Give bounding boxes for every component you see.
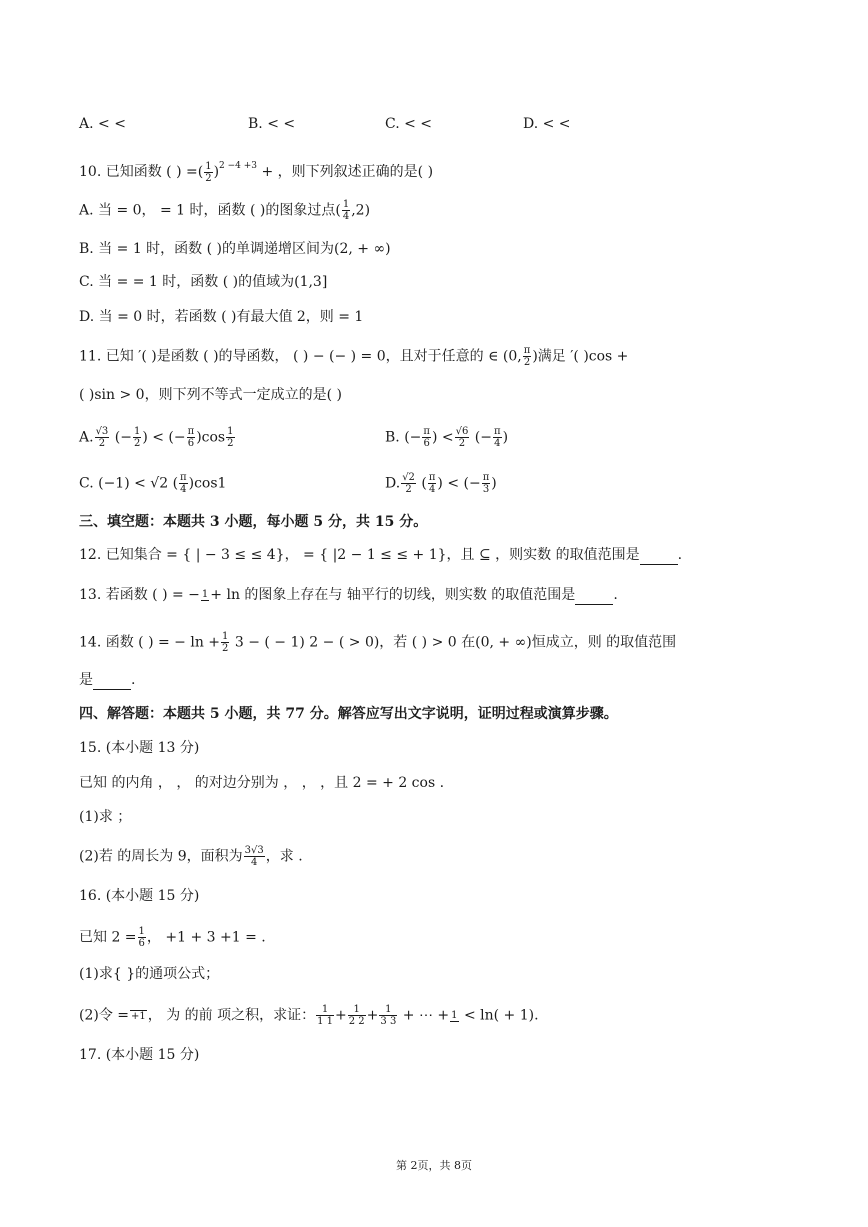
q14-answer-blank <box>93 675 131 690</box>
q11-option-b: B. (− $\frac{\pi}{6}$ ) < $\frac{√6}{2}$ (− $\frac{\pi}{4}$ ) <box>385 426 509 449</box>
q9-option-c: C. < < <box>385 116 433 132</box>
q14-line1: 14. 函数 ( ) = − ln + $\frac{1}{2}$ 3 − ( − 1) 2 − ( > 0)，若 ( ) > 0 在(0, + ∞)恒成立，则 的取值范围 <box>79 631 677 654</box>
q17-heading: 17. (本小题 15 分) <box>79 1047 200 1063</box>
q15-stem: 已知 的内角 ， ， 的对边分别为 ， ， ，且 2 = + 2 cos . <box>79 775 445 791</box>
q10-option-c: C. 当 = = 1 时，函数 ( )的值域为(1,3] <box>79 274 328 290</box>
q16-part2: (2)令 = +1 ， 为 的前 项之积，求证： $\frac{1}{1 1}$ + $\frac{1}{2 2}$ + $\frac{1}{3 3}$ + ⋯ + 1 < ln( + 1). <box>79 1004 539 1027</box>
q10-stem: 10. 已知函数 ( ) =( $\frac{1}{2}$ )$^{2 -4 +3}$ + ，则下列叙述正确的是( ) <box>79 160 434 184</box>
q11-stem-line2: ( )sin > 0，则下列不等式一定成立的是( ) <box>79 387 342 403</box>
q11-option-d: D. $\frac{√2}{2}$ ( $\frac{\pi}{4}$ ) < (− $\frac{\pi}{3}$ ) <box>385 472 497 495</box>
q15-part1: (1)求 ； <box>79 809 132 825</box>
section-fill-in-heading: 三、填空题：本题共 3 小题，每小题 5 分，共 15 分。 <box>79 514 428 530</box>
q12-answer-blank <box>640 550 678 565</box>
q15-part2: (2)若 的周长为 9，面积为 $\frac{3√3}{4}$ ，求 . <box>79 845 303 868</box>
q9-option-a: A. < < <box>79 116 126 132</box>
q12: 12. 已知集合 = { | − 3 ≤ ≤ 4}， = { |2 − 1 ≤ ≤ + 1}，且 ⊆ ，则实数 的取值范围是 . <box>79 547 683 563</box>
q11-option-c: C. (−1) < √2 ( $\frac{\pi}{4}$ )cos1 <box>79 472 227 495</box>
page-footer: 第 2页，共 8页 <box>396 1159 472 1172</box>
q11-stem-line1: 11. 已知 ′( )是函数 ( )的导函数， ( ) − (− ) = 0，且对于任意的 ∈ (0, $\frac{\pi}{2}$ )满足 ′( )cos + <box>79 345 629 368</box>
q16-stem: 已知 2 = $\frac{1}{6}$ ， +1 + 3 +1 = . <box>79 926 266 949</box>
q10-option-d: D. 当 = 0 时，若函数 ( )有最大值 2，则 = 1 <box>79 309 364 325</box>
q10-option-b: B. 当 = 1 时，函数 ( )的单调递增区间为(2, + ∞) <box>79 241 391 257</box>
q16-heading: 16. (本小题 15 分) <box>79 888 200 904</box>
q14-line2: 是 . <box>79 672 136 688</box>
section-solutions-heading: 四、解答题：本题共 5 小题，共 77 分。解答应写出文字说明，证明过程或演算步骤。 <box>79 706 618 722</box>
q13: 13. 若函数 ( ) = − 1 + ln 的图象上存在与 轴平行的切线，则实数 的取值范围是 . <box>79 587 618 603</box>
q13-answer-blank <box>575 590 613 605</box>
q11-option-a: A. $\frac{√3}{2}$ (− $\frac{1}{2}$ ) < (− $\frac{\pi}{6}$ )cos $\frac{1}{2}$ <box>79 426 234 449</box>
q10-option-a: A. 当 = 0， = 1 时，函数 ( )的图象过点( $\frac{1}{4}$ ,2) <box>79 199 371 222</box>
q9-option-b: B. < < <box>248 116 296 132</box>
q15-heading: 15. (本小题 13 分) <box>79 740 200 756</box>
q9-option-d: D. < < <box>523 116 571 132</box>
q16-part1: (1)求{ }的通项公式； <box>79 966 220 982</box>
